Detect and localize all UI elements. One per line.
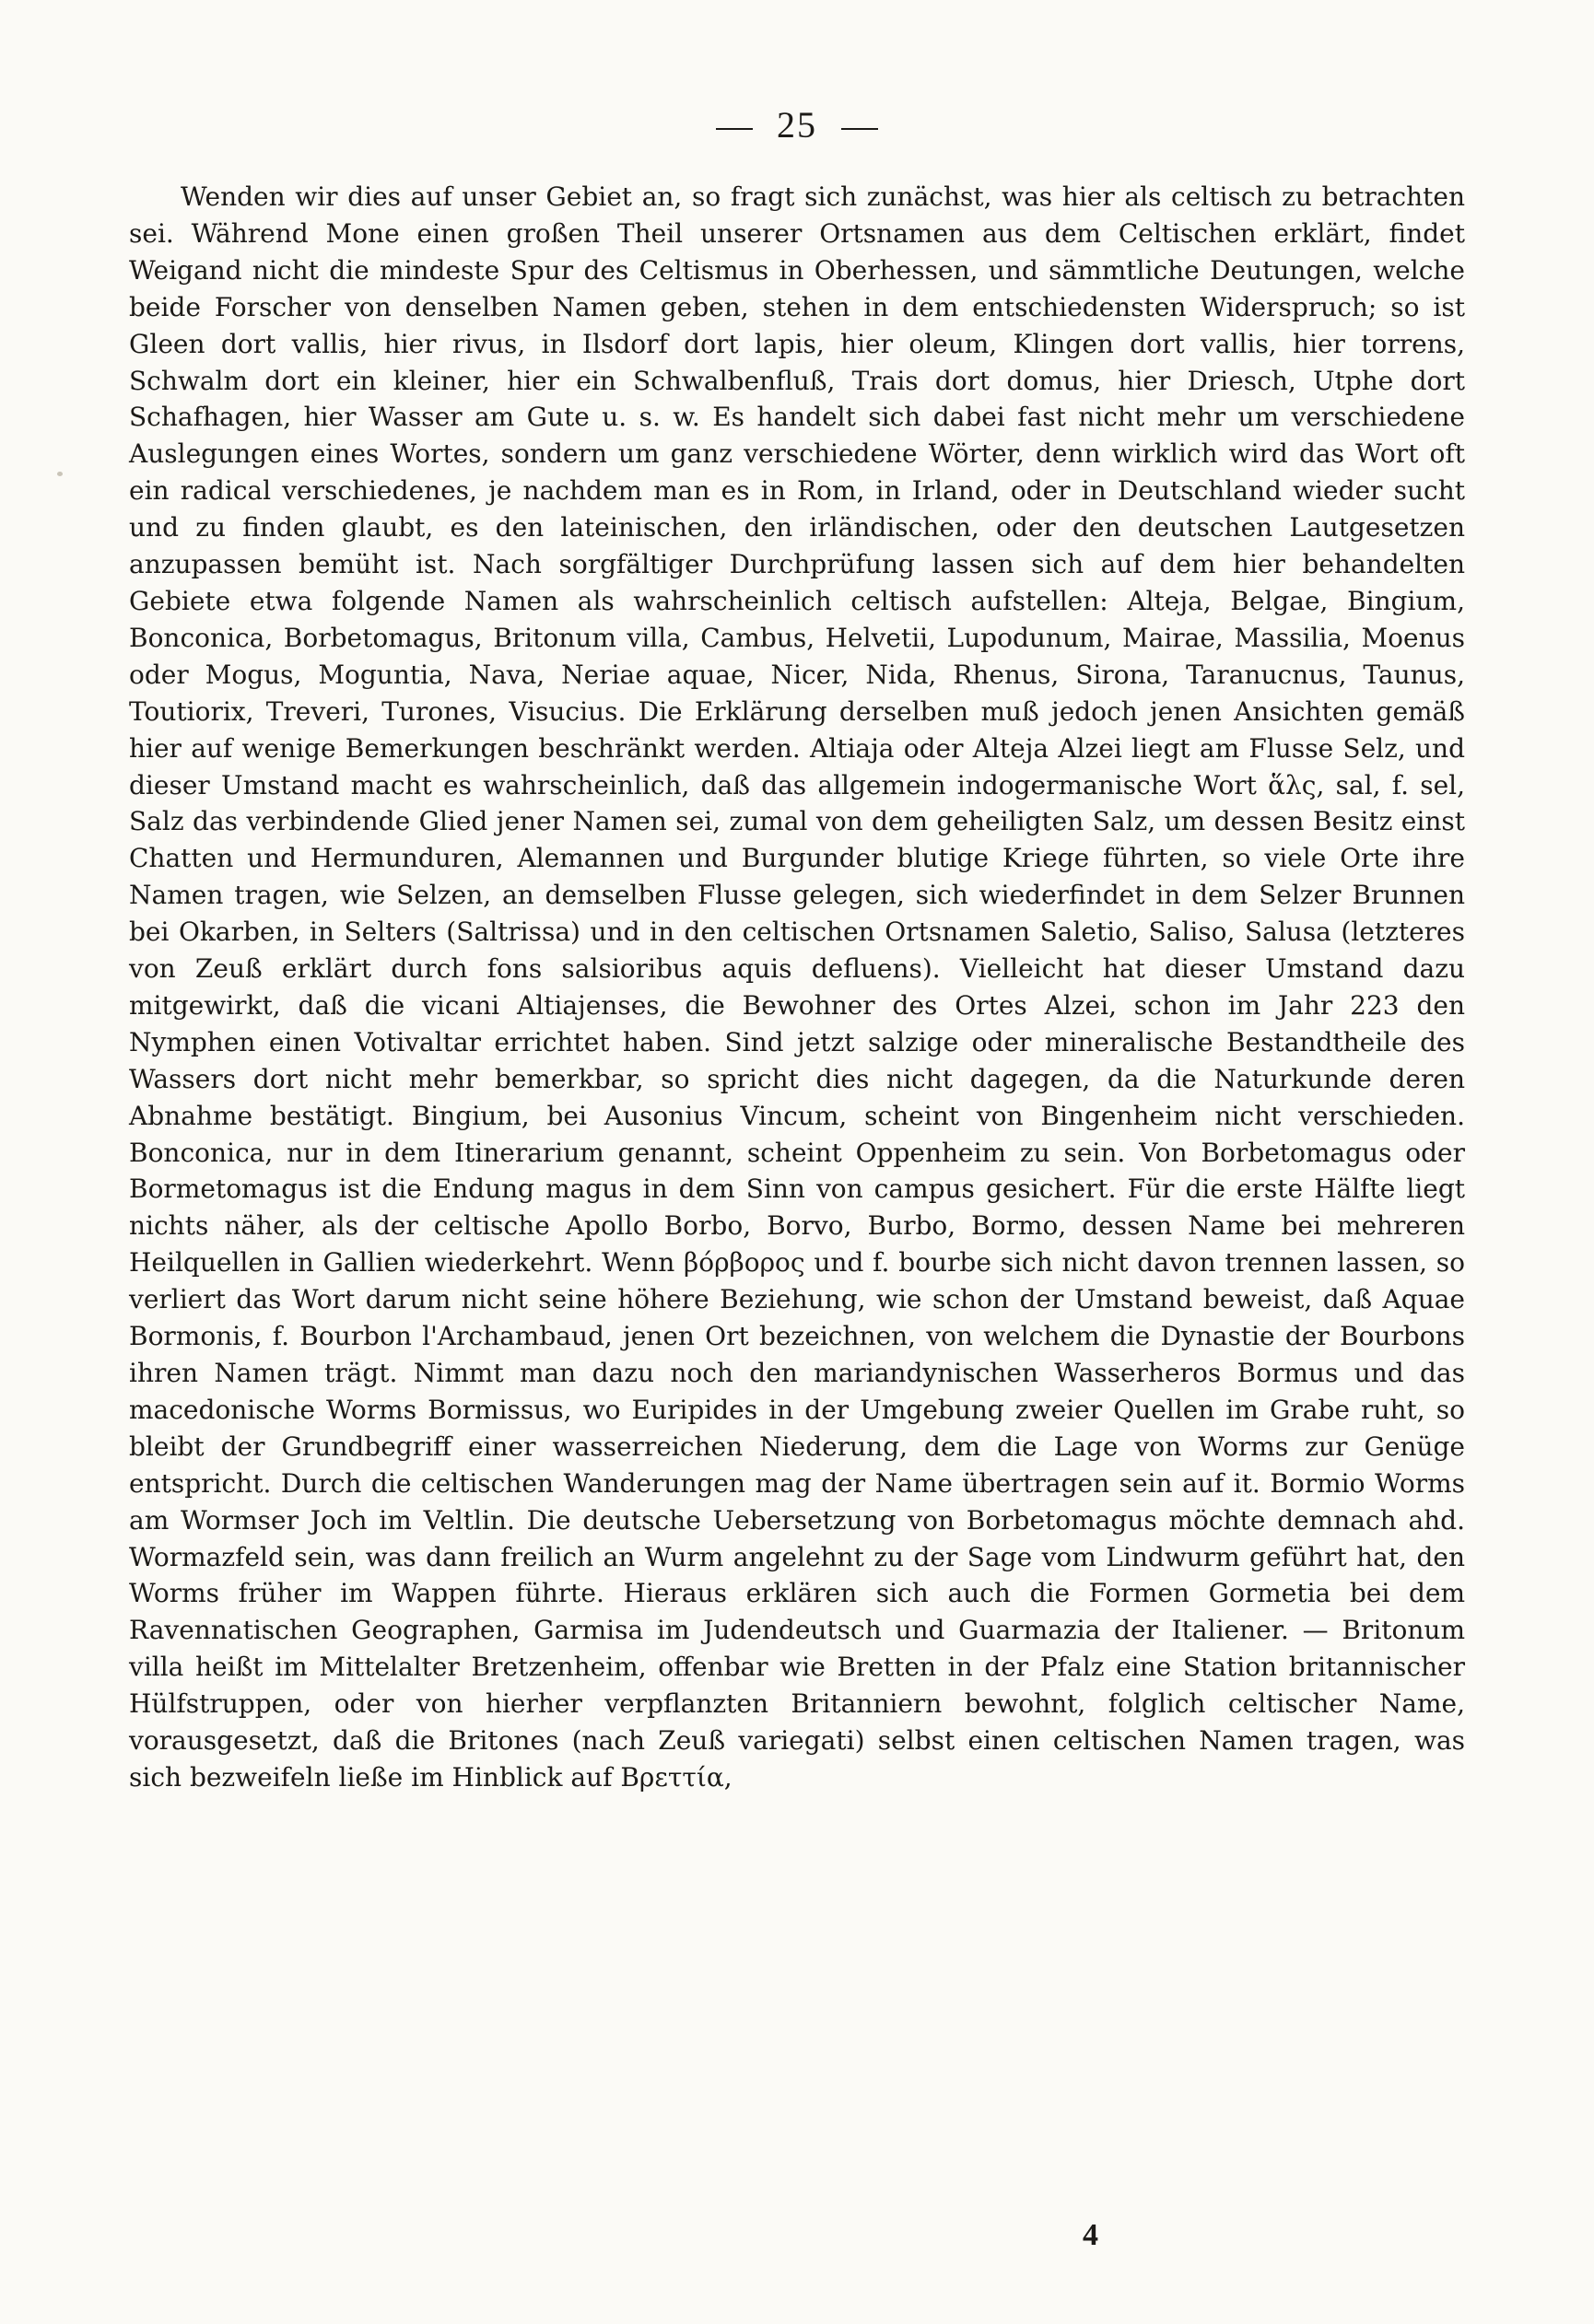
page-header <box>0 103 1594 146</box>
left-dash <box>716 128 753 130</box>
page-number: 25 <box>777 104 817 146</box>
right-dash <box>841 128 878 130</box>
body-paragraph: Wenden wir dies auf unser Gebiet an, so fragt sich zunächst, was hier als celtisch zu betrachten sei. Während Mone einen großen Theil unserer Ortsnamen aus dem Celtischen erklärt, findet Weigand nicht die mindeste Spur des Celtismus in Oberhessen, und sämmtliche Deutungen, welche beide Forscher von denselben Namen geben, stehen in dem entschiedensten Widerspruch; so ist Gleen dort vallis, hier rivus, in Ilsdorf dort lapis, hier oleum, Klingen dort vallis, hier torrens, Schwalm dort ein kleiner, hier ein Schwalbenfluß, Trais dort domus, hier Driesch, Utphe dort Schafhagen, hier Wasser am Gute u. s. w. Es handelt sich dabei fast nicht mehr um verschiedene Auslegungen eines Wortes, sondern um ganz verschiedene Wörter, denn wirklich wird das Wort oft ein radical verschiedenes, je nachdem man es in Rom, in Irland, oder in Deutschland wieder sucht und zu finden glaubt, es den lateinischen, den irländischen, oder den deutschen Lautgesetzen anzupassen bemüht ist. Nach sorgfältiger Durchprüfung lassen sich auf dem hier behandelten Gebiete etwa folgende Namen als wahrscheinlich celtisch aufstellen: Alteja, Belgae, Bingium, Bonconica, Borbetomagus, Britonum villa, Cambus, Helvetii, Lupodunum, Mairae, Massilia, Moenus oder Mogus, Moguntia, Nava, Neriae aquae, Nicer, Nida, Rhenus, Sirona, Taranucnus, Taunus, Toutiorix, Treveri, Turones, Visucius. Die Erklärung derselben muß jedoch jenen Ansichten gemäß hier auf wenige Bemerkungen beschränkt werden. Altiaja oder Alteja Alzei liegt am Flusse Selz, und dieser Umstand macht es wahrscheinlich, daß das allgemein indogermanische Wort ἅλς, sal, f. sel, Salz das verbindende Glied jener Namen sei, zumal von dem geheiligten Salz, um dessen Besitz einst Chatten und Hermunduren, Alemannen und Burgunder blutige Kriege führten, so viele Orte ihre Namen tragen, wie Selzen, an demselben Flusse gelegen, sich wiederfindet in dem Selzer Brunnen bei Okarben, in Selters (Saltrissa) und in den celtischen Ortsnamen Saletio, Saliso, Salusa (letzteres von Zeuß erklärt durch fons salsioribus aquis defluens). Vielleicht hat dieser Umstand dazu mitgewirkt, daß die vicani Altiajenses, die Bewohner des Ortes Alzei, schon im Jahr 223 den Nymphen einen Votivaltar errichtet haben. Sind jetzt salzige oder mineralische Bestandtheile des Wassers dort nicht mehr bemerkbar, so spricht dies nicht dagegen, da die Naturkunde deren Abnahme bestätigt. Bingium, bei Ausonius Vincum, scheint von Bingenheim nicht verschieden. Bonconica, nur in dem Itinerarium genannt, scheint Oppenheim zu sein. Von Borbetomagus oder Bormetomagus ist die Endung magus in dem Sinn von campus gesichert. Für die erste Hälfte liegt nichts näher, als der celtische Apollo Borbo, Borvo, Burbo, Bormo, dessen Name bei mehreren Heilquellen in Gallien wiederkehrt. Wenn βόρβορος und f. bourbe sich nicht davon trennen lassen, so verliert das Wort darum nicht seine höhere Beziehung, wie schon der Umstand beweist, daß Aquae Bormonis, f. Bourbon l'Archambaud, jenen Ort bezeichnen, von welchem die Dynastie der Bourbons ihren Namen trägt. Nimmt man dazu noch den mariandynischen Wasserheros Bormus und das macedonische Worms Bormissus, wo Euripides in der Umgebung zweier Quellen im Grabe ruht, so bleibt der Grundbegriff einer wasserreichen Niederung, dem die Lage von Worms zur Genüge entspricht. Durch die celtischen Wanderungen mag der Name übertragen sein auf it. Bormio Worms am Wormser Joch im Veltlin. Die deutsche Uebersetzung von Borbetomagus möchte demnach ahd. Wormazfeld sein, was dann freilich an Wurm angelehnt zu der Sage vom Lindwurm geführt hat, den Worms früher im Wappen führte. Hieraus erklären sich auch die Formen Gormetia bei dem Ravennatischen Geographen, Garmisa im Judendeutsch und Guarmazia der Italiener. — Britonum villa heißt im Mittelalter Bretzenheim, offenbar wie Bretten in der Pfalz eine Station britannischer Hülfstruppen, oder von hierher verpflanzten Britanniern bewohnt, folglich celtischer Name, vorausgesetzt, daß die Britones (nach Zeuß variegati) selbst einen celtischen Namen tragen, was sich bezweifeln ließe im Hinblick auf Βρεττία, <box>129 181 1465 1793</box>
margin-speck <box>57 472 63 476</box>
signature-mark: 4 <box>1083 2218 1098 2252</box>
